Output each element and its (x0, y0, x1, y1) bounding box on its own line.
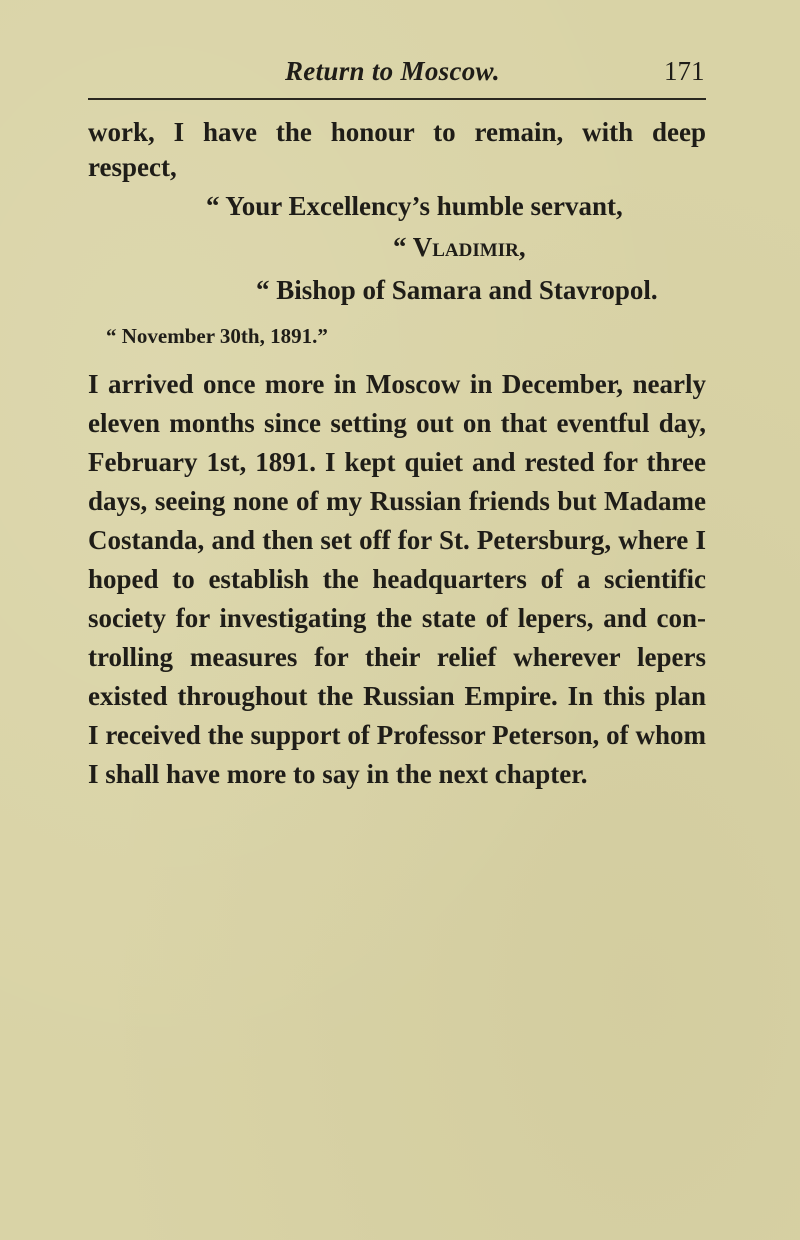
running-title: Return to Moscow. (285, 56, 500, 86)
letter-line-1: work, I have the honour to remain, with deep (88, 117, 706, 147)
letter-date: “ November 30th, 1891.” (106, 324, 328, 348)
paragraph-line: trolling measures for their relief wherever lepers (88, 642, 706, 672)
paragraph-line: I arrived once more in Moscow in December, nearly (88, 369, 706, 399)
paragraph-line: society for investigating the state of lepers, and con- (88, 603, 706, 633)
signature-title: “ Bishop of Samara and Stavropol. (256, 275, 658, 305)
header-rule (88, 98, 706, 100)
paragraph-line: February 1st, 1891. I kept quiet and rested for three (88, 447, 706, 477)
paragraph-line: I received the support of Professor Peterson, of whom (88, 720, 706, 750)
paragraph-line: hoped to establish the headquarters of a scientific (88, 564, 706, 594)
paragraph-line: eleven months since setting out on that eventful day, (88, 408, 706, 438)
paragraph-line: Costanda, and then set off for St. Petersburg, where I (88, 525, 706, 555)
page-number: 171 (664, 56, 705, 86)
paragraph-line: I shall have more to say in the next chapter. (88, 759, 588, 789)
letter-line-2: respect, (88, 152, 177, 182)
paragraph-line: days, seeing none of my Russian friends but Madame (88, 486, 706, 516)
signature-name: “ Vladimir, (393, 232, 526, 262)
letter-line-3: “ Your Excellency’s humble servant, (206, 191, 623, 221)
running-head (0, 52, 800, 92)
paragraph-line: existed throughout the Russian Empire. In this plan (88, 681, 706, 711)
